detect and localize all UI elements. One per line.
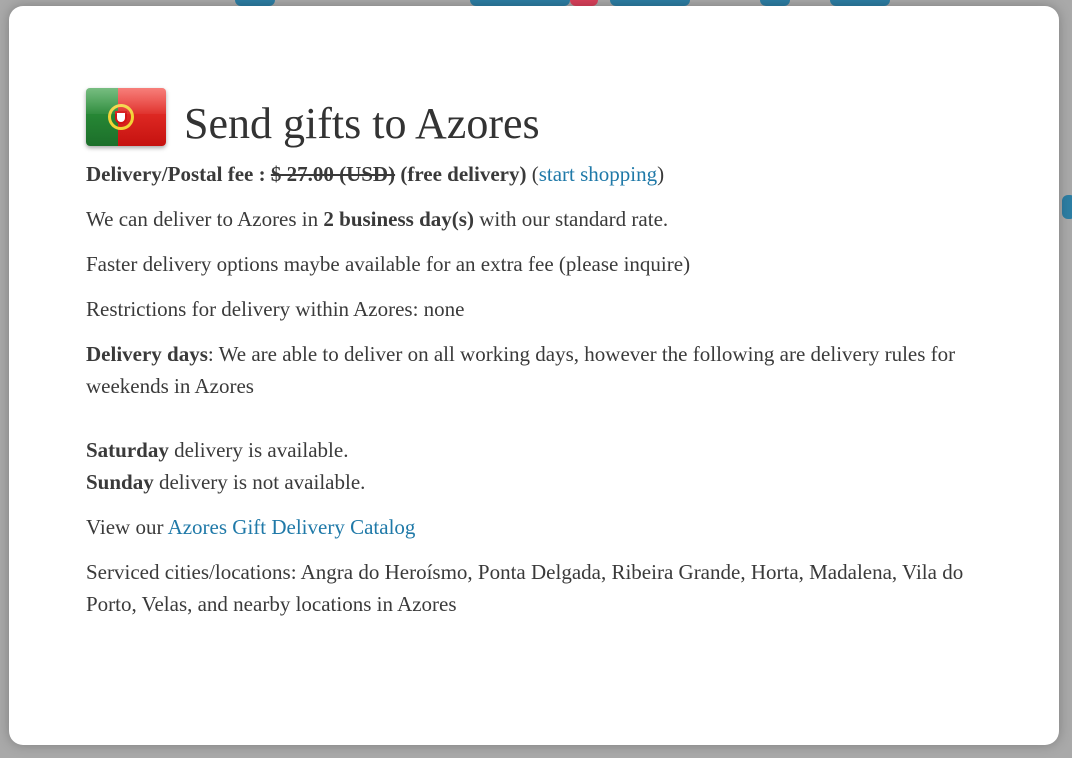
delivery-days-line [86,338,991,402]
serviced-locations-line: Serviced cities/locations: Angra do Heroísmo, Ponta Delgada, Ribeira Grande, Horta, Madalena, Vila do Porto, Velas, and nearby locations in Azores [86,560,964,616]
delivery-time-line [86,203,991,235]
delivery-time-prefix: We can deliver to Azores in [86,207,319,231]
faster-options-line: Faster delivery options maybe available for an extra fee (please inquire) [86,252,691,276]
catalog-prefix: View our [86,515,164,539]
delivery-days-text: : We are able to deliver on all working days, however the following are delivery rules for weekends in Azores [86,342,956,398]
sunday-text: delivery is not available. [158,470,366,494]
start-shopping-link[interactable]: start shopping [538,162,658,186]
sunday-line [86,466,991,498]
delivery-time-days: 2 business day(s) [323,207,474,231]
free-delivery-note: (free delivery) [400,162,527,186]
close-paren: ) [657,162,665,186]
restrictions-line: Restrictions for delivery within Azores: none [86,297,465,321]
page-title: Send gifts to Azores [184,99,540,148]
delivery-fee-line [86,158,991,190]
catalog-line [86,511,991,543]
modal-content [86,86,991,633]
saturday-line [86,434,991,466]
title-row [86,86,991,150]
catalog-link[interactable]: Azores Gift Delivery Catalog [167,515,416,539]
open-paren: ( [531,162,539,186]
sunday-label: Sunday [86,470,154,494]
delivery-time-suffix: with our standard rate. [479,207,669,231]
delivery-info-modal [9,6,1059,745]
delivery-days-label: Delivery days [86,342,208,366]
portugal-flag-icon [86,88,166,146]
spacer [86,402,991,434]
fee-label: Delivery/Postal fee : [86,162,266,186]
fee-price: $ 27.00 (USD) [270,162,396,186]
map-shape [1062,195,1072,219]
saturday-label: Saturday [86,438,169,462]
saturday-text: delivery is available. [174,438,349,462]
